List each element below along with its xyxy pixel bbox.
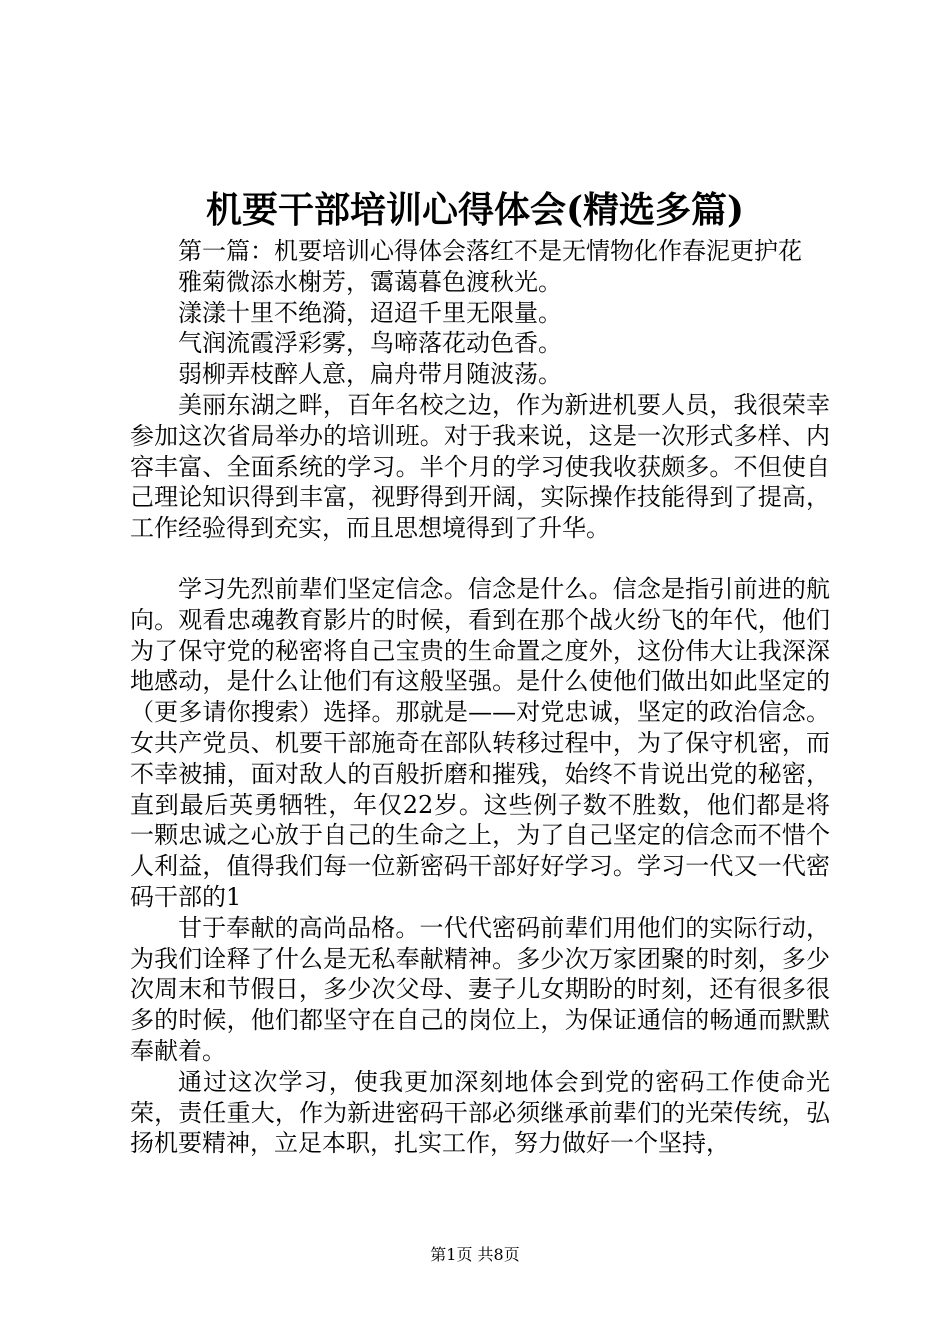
poem-line: 雅菊微添水榭芳，霭蔼暮色渡秋光。 xyxy=(178,267,562,296)
paragraph: 通过这次学习，使我更加深刻地体会到党的密码工作使命光荣，责任重大，作为新进密码干部必须继承前辈们的光荣传统，弘扬机要精神，立足本职，扎实工作，努力做好一个坚持， xyxy=(130,1067,830,1158)
document-title: 机要干部培训心得体会(精选多篇) xyxy=(205,189,745,231)
page-footer: 第1页 共8页 xyxy=(430,1245,520,1264)
poem-line: 漾漾十里不绝漪，迢迢千里无限量。 xyxy=(178,298,562,327)
poem-line: 弱柳弄枝醉人意，扁舟带月随波荡。 xyxy=(178,360,562,389)
document-body xyxy=(130,236,830,1159)
paragraph-heading: 第一篇：机要培训心得体会落红不是无情物化作春泥更护花 xyxy=(178,237,802,265)
poem-line: 气润流霞浮彩雾，鸟啼落花动色香。 xyxy=(178,329,562,358)
paragraph: 甘于奉献的高尚品格。一代代密码前辈们用他们的实际行动，为我们诠释了什么是无私奉献精神。多少次万家团聚的时刻，多少次周末和节假日，多少次父母、妻子儿女期盼的时刻，还有很多很多的时候，他们都坚守在自己的岗位上，为保证通信的畅通而默默奉献着。 xyxy=(130,913,830,1065)
paragraph: 美丽东湖之畔，百年名校之边，作为新进机要人员，我很荣幸参加这次省局举办的培训班。对于我来说，这是一次形式多样、内容丰富、全面系统的学习。半个月的学习使我收获颇多。不但使自己理论知识得到丰富，视野得到开阔，实际操作技能得到了提高，工作经验得到充实，而且思想境得到了升华。 xyxy=(130,390,830,543)
paragraph-spacer xyxy=(130,544,830,574)
paragraph: 学习先烈前辈们坚定信念。信念是什么。信念是指引前进的航向。观看忠魂教育影片的时候，看到在那个战火纷飞的年代，他们为了保守党的秘密将自己宝贵的生命置之度外，这份伟大让我深深地感动，是什么让他们有这般坚强。是什么使他们做出如此坚定的（更多请你搜索）选择。那就是——对党忠诚，坚定的政治信念。女共产党员、机要干部施奇在部队转移过程中，为了保守机密，而不幸被捕，面对敌人的百般折磨和摧残，始终不肯说出党的秘密，直到最后英勇牺牲，年仅22岁。这些例子数不胜数，他们都是将一颗忠诚之心放于自己的生命之上，为了自己坚定的信念而不惜个人利益，值得我们每一位新密码干部好好学习。学习一代又一代密码干部的1 xyxy=(130,574,830,911)
